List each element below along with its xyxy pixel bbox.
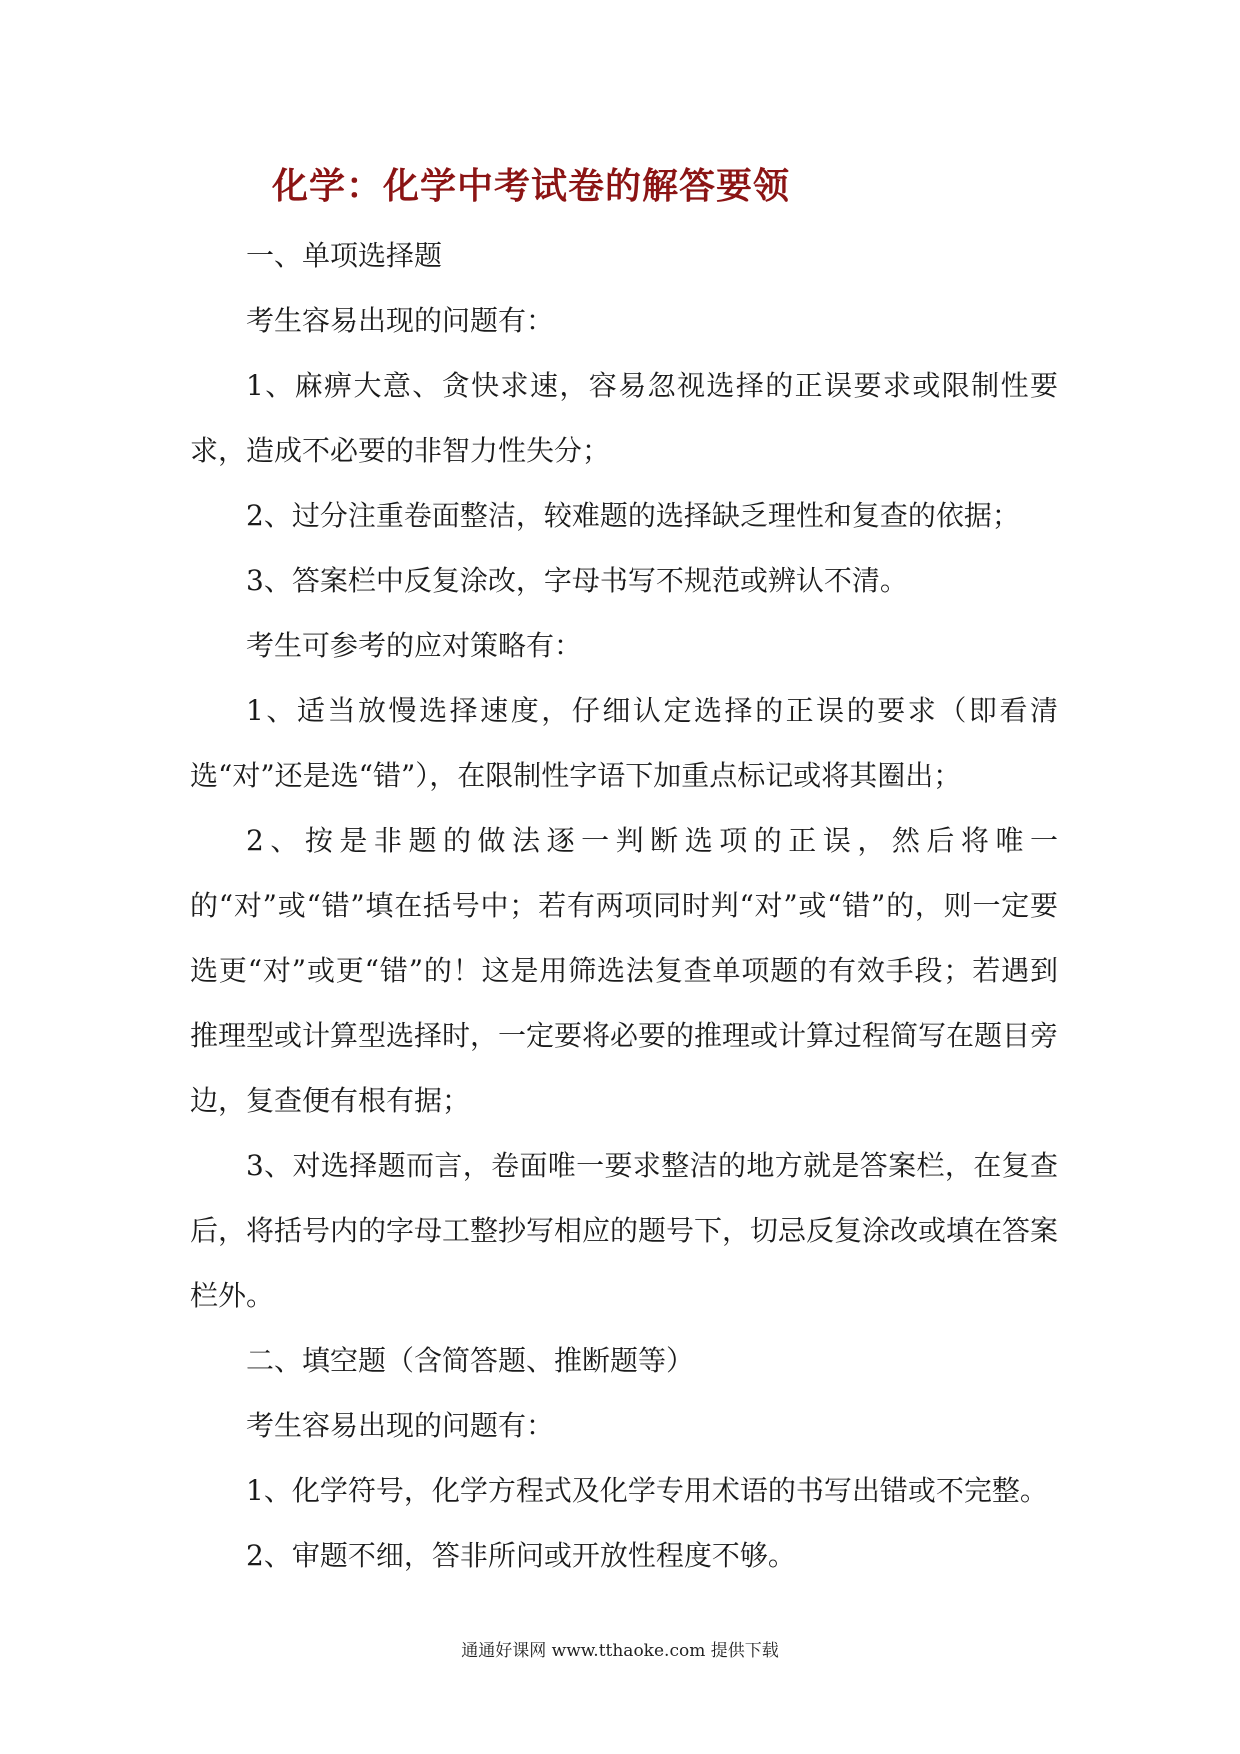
page-title: 化学：化学中考试卷的解答要领 (272, 165, 791, 207)
paragraph: 考生可参考的应对策略有： (246, 629, 583, 662)
page-footer: 通通好课网 www.tthaoke.com 提供下载 (461, 1641, 779, 1661)
section-heading-1: 一、单项选择题 (246, 239, 443, 272)
document-body (190, 223, 1058, 1588)
section-heading-2: 二、填空题（含简答题、推断题等） (246, 1344, 695, 1377)
paragraph: 1、化学符号，化学方程式及化学专用术语的书写出错或不完整。 (246, 1474, 1048, 1507)
paragraph: 1、麻痹大意、贪快求速，容易忽视选择的正误要求或限制性要求，造成不必要的非智力性失分； (190, 369, 1058, 467)
paragraph: 2、审题不细，答非所问或开放性程度不够。 (246, 1539, 796, 1572)
paragraph: 2、按是非题的做法逐一判断选项的正误，然后将唯一的“对”或“错”填在括号中；若有两项同时判“对”或“错”的，则一定要选更“对”或更“错”的！这是用筛选法复查单项题的有效手段；若遇到推理型或计算型选择时，一定要将必要的推理或计算过程简写在题目旁边，复查便有根有据； (190, 824, 1059, 1117)
paragraph: 1、适当放慢选择速度，仔细认定选择的正误的要求（即看清选“对”还是选“错”），在限制性字语下加重点标记或将其圈出； (190, 694, 1058, 792)
paragraph: 2、过分注重卷面整洁，较难题的选择缺乏理性和复查的依据； (246, 499, 1020, 532)
paragraph: 考生容易出现的问题有： (246, 1409, 555, 1442)
paragraph: 考生容易出现的问题有： (246, 304, 555, 337)
paragraph: 3、对选择题而言，卷面唯一要求整洁的地方就是答案栏，在复查后，将括号内的字母工整抄写相应的题号下，切忌反复涂改或填在答案栏外。 (190, 1149, 1059, 1312)
paragraph: 3、答案栏中反复涂改，字母书写不规范或辨认不清。 (246, 564, 908, 597)
